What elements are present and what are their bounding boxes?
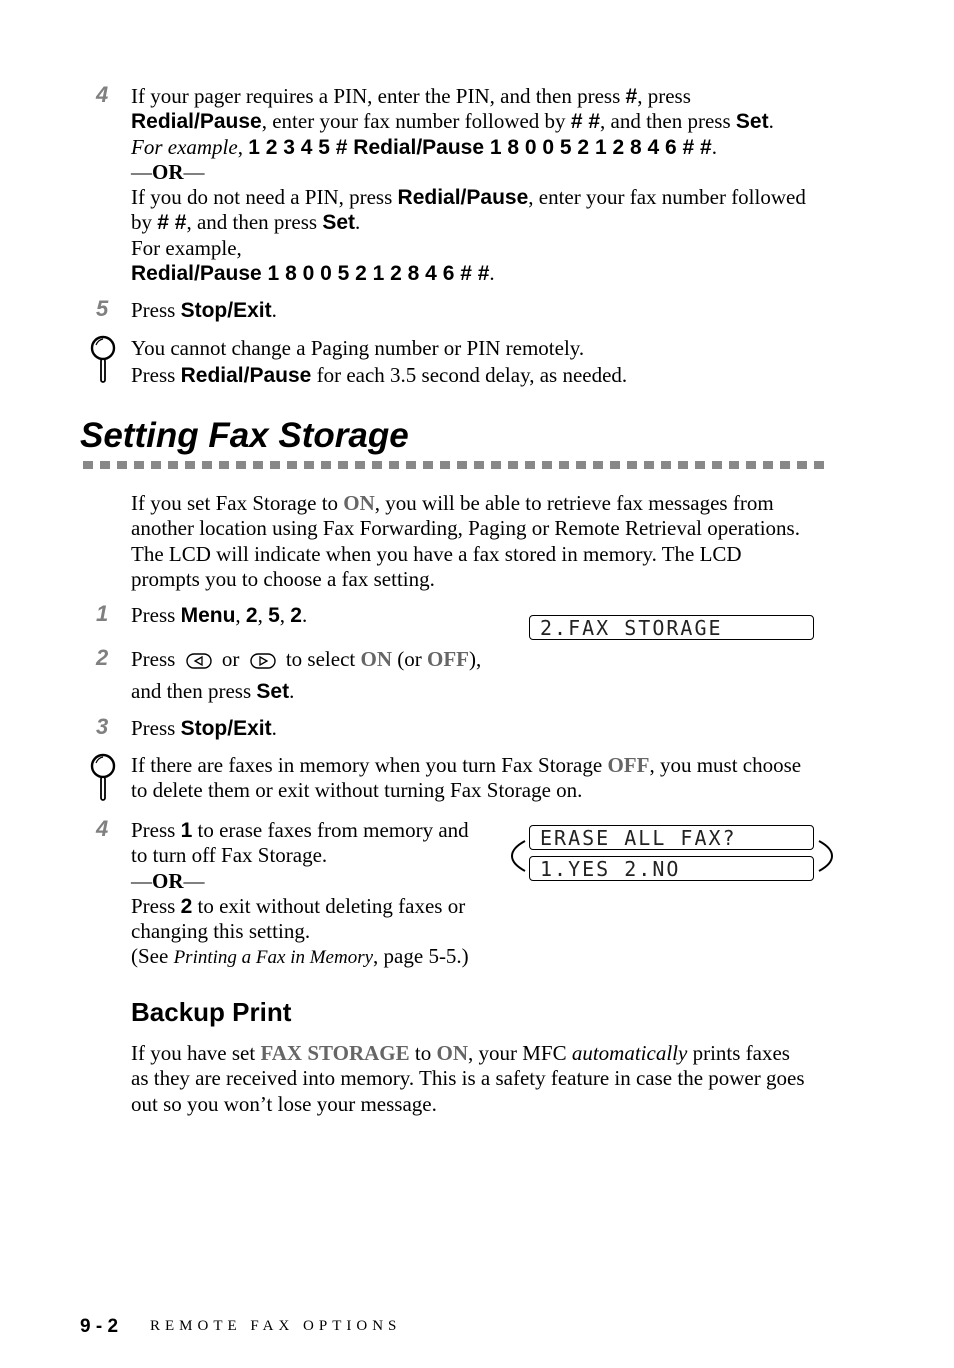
key-label: Menu: [180, 604, 236, 627]
text-line: out so you won’t lose your message.: [131, 1091, 437, 1116]
lcd-value: ON: [436, 1041, 468, 1065]
text: OR: [152, 159, 184, 184]
key-label: Redial/Pause: [180, 364, 312, 387]
text-line: [131, 84, 851, 109]
text: to select: [285, 647, 361, 671]
text-line: [131, 185, 851, 210]
text-line: The LCD will indicate when you have a fax stored in memory. The LCD: [131, 541, 742, 566]
text-line: [131, 1041, 841, 1066]
text: , press: [637, 84, 691, 108]
text: , you must choose: [649, 753, 802, 777]
text-line: [131, 679, 481, 704]
text: .: [768, 109, 774, 134]
text: .: [355, 210, 361, 235]
key-label: #: [625, 85, 638, 108]
or-divider: [131, 160, 851, 185]
lcd-value: FAX STORAGE: [260, 1041, 410, 1065]
text: , and then press: [186, 210, 323, 235]
key-label: 2: [180, 894, 193, 918]
text: ,: [279, 603, 291, 627]
key-sequence: 1 2 3 4 5 # Redial/Pause 1 8 0 0 5 2 1 2 8 4 6 # #: [248, 135, 712, 159]
key-label: Stop/Exit: [180, 717, 272, 740]
text: .: [301, 603, 308, 627]
text: and then press: [131, 679, 257, 704]
text-line: as they are received into memory. This is a safety feature in case the power goes: [131, 1066, 805, 1091]
key-label: 2: [290, 604, 302, 627]
step-number: 2: [96, 645, 109, 670]
lcd-value: ON: [360, 647, 392, 671]
note-pin-icon: [88, 752, 118, 802]
text-line: [131, 362, 627, 389]
text-line: You cannot change a Paging number or PIN remotely.: [131, 336, 585, 360]
text: , you will be able to retrieve fax messages from: [374, 491, 774, 515]
step-5-text: [131, 298, 277, 323]
step-4-erase-text: [131, 818, 511, 971]
key-label: Redial/Pause: [131, 110, 262, 134]
text: —: [131, 868, 152, 893]
text: for each 3.5 second delay, as needed.: [311, 363, 628, 387]
text: prints faxes: [687, 1041, 790, 1065]
note-1: [131, 335, 627, 389]
text-line: to turn off Fax Storage.: [131, 843, 328, 868]
text: , your MFC: [467, 1041, 572, 1065]
text: or: [221, 647, 240, 671]
text: , and then press: [600, 109, 736, 134]
text-line: For example,: [131, 235, 242, 260]
text: .: [489, 261, 495, 286]
step-number: 4: [96, 82, 109, 107]
text-line: [131, 109, 851, 134]
text: to erase faxes from memory and: [192, 818, 469, 842]
key-label: # #: [157, 211, 187, 235]
key-label: Set: [735, 110, 769, 134]
text-line: [131, 647, 481, 672]
step-number: 4: [96, 816, 109, 841]
or-divider: [131, 869, 511, 894]
text: .: [289, 679, 295, 704]
step-3-text: [131, 716, 277, 741]
text: If there are faxes in memory when you turn Fax Storage: [131, 753, 608, 777]
step-2-text: [131, 647, 481, 705]
text: .: [271, 716, 277, 740]
text: by: [131, 210, 158, 235]
lcd-display-line-2: 1.YES 2.NO: [529, 856, 814, 881]
text: If you have set: [131, 1041, 261, 1065]
key-label: 2: [245, 604, 258, 627]
text: to: [409, 1041, 437, 1065]
text: ,: [237, 134, 249, 159]
key-label: Redial/Pause: [397, 186, 529, 210]
step-number: 5: [96, 296, 109, 321]
step-4-pager-text: [131, 84, 851, 286]
text-line: [131, 753, 841, 778]
text: Printing a Fax in Memory: [173, 947, 374, 969]
text: Press: [131, 603, 181, 627]
text: , page 5-5.): [373, 944, 469, 969]
text: If your pager requires a PIN, enter the PIN, and then press: [131, 84, 626, 108]
text-line: prompts you to choose a fax setting.: [131, 566, 435, 591]
text-line: [131, 491, 841, 516]
text: .: [271, 298, 277, 322]
lcd-value: OFF: [426, 647, 469, 671]
text: —: [131, 159, 152, 184]
key-sequence: Redial/Pause 1 8 0 0 5 2 1 2 8 4 6 # #: [131, 262, 490, 286]
text-line: [131, 944, 511, 970]
scroll-bracket-left-icon: [509, 838, 529, 874]
text: For example: [131, 134, 238, 159]
section-title: Setting Fax Storage: [80, 416, 409, 455]
text: Press: [131, 716, 181, 740]
text: ,: [257, 603, 269, 627]
text: (See: [131, 944, 174, 969]
lcd-value: ON: [343, 491, 375, 515]
text: Press: [131, 647, 176, 671]
key-label: 5: [268, 604, 280, 627]
note-2: [131, 753, 841, 804]
text-line: another location using Fax Forwarding, Paging or Remote Retrieval operations.: [131, 516, 800, 541]
step-number: 1: [96, 601, 109, 626]
text: .: [711, 134, 717, 159]
text-line: [131, 261, 851, 286]
text: automatically: [571, 1041, 688, 1065]
text: —: [183, 868, 205, 893]
backup-paragraph: [131, 1041, 841, 1117]
text-line: [131, 818, 511, 843]
text: Press: [131, 363, 181, 387]
text: Press: [131, 818, 181, 842]
text: , enter your fax number followed: [528, 185, 806, 210]
text: If you do not need a PIN, press: [131, 185, 398, 210]
key-label: Set: [256, 680, 290, 704]
dotted-rule: [83, 461, 831, 469]
left-arrow-key-icon: [186, 653, 212, 669]
text-line: to delete them or exit without turning Fax Storage on.: [131, 778, 583, 803]
key-label: Set: [322, 211, 356, 235]
step-number: 3: [96, 714, 109, 739]
lcd-display: 2.FAX STORAGE: [529, 615, 814, 640]
text-line: [131, 894, 511, 919]
step-1-text: [131, 603, 307, 628]
text: OR: [152, 868, 184, 893]
lcd-display-line-1: ERASE ALL FAX?: [529, 825, 814, 850]
intro-paragraph: [131, 491, 841, 592]
text: , enter your fax number followed by: [261, 109, 571, 134]
text: Press: [131, 893, 181, 918]
text: ,: [235, 603, 246, 627]
right-arrow-key-icon: [250, 653, 276, 669]
note-pin-icon: [88, 334, 118, 384]
key-label: Stop/Exit: [180, 299, 272, 322]
scroll-bracket-right-icon: [815, 838, 835, 874]
text: If you set Fax Storage to: [131, 491, 344, 515]
text-line: [131, 135, 851, 160]
key-label: 1: [180, 819, 193, 842]
text-line: changing this setting.: [131, 919, 311, 944]
lcd-value: OFF: [607, 753, 650, 777]
key-label: # #: [570, 110, 601, 134]
page-number: 9 - 2: [80, 1316, 119, 1337]
text: —: [183, 159, 205, 184]
chapter-title: REMOTE FAX OPTIONS: [150, 1318, 402, 1334]
subsection-title: Backup Print: [131, 997, 292, 1027]
text: (or: [391, 647, 427, 671]
text: Press: [131, 298, 181, 322]
text: ),: [468, 647, 482, 671]
text: to exit without deleting faxes or: [192, 893, 466, 918]
text-line: [131, 210, 851, 235]
